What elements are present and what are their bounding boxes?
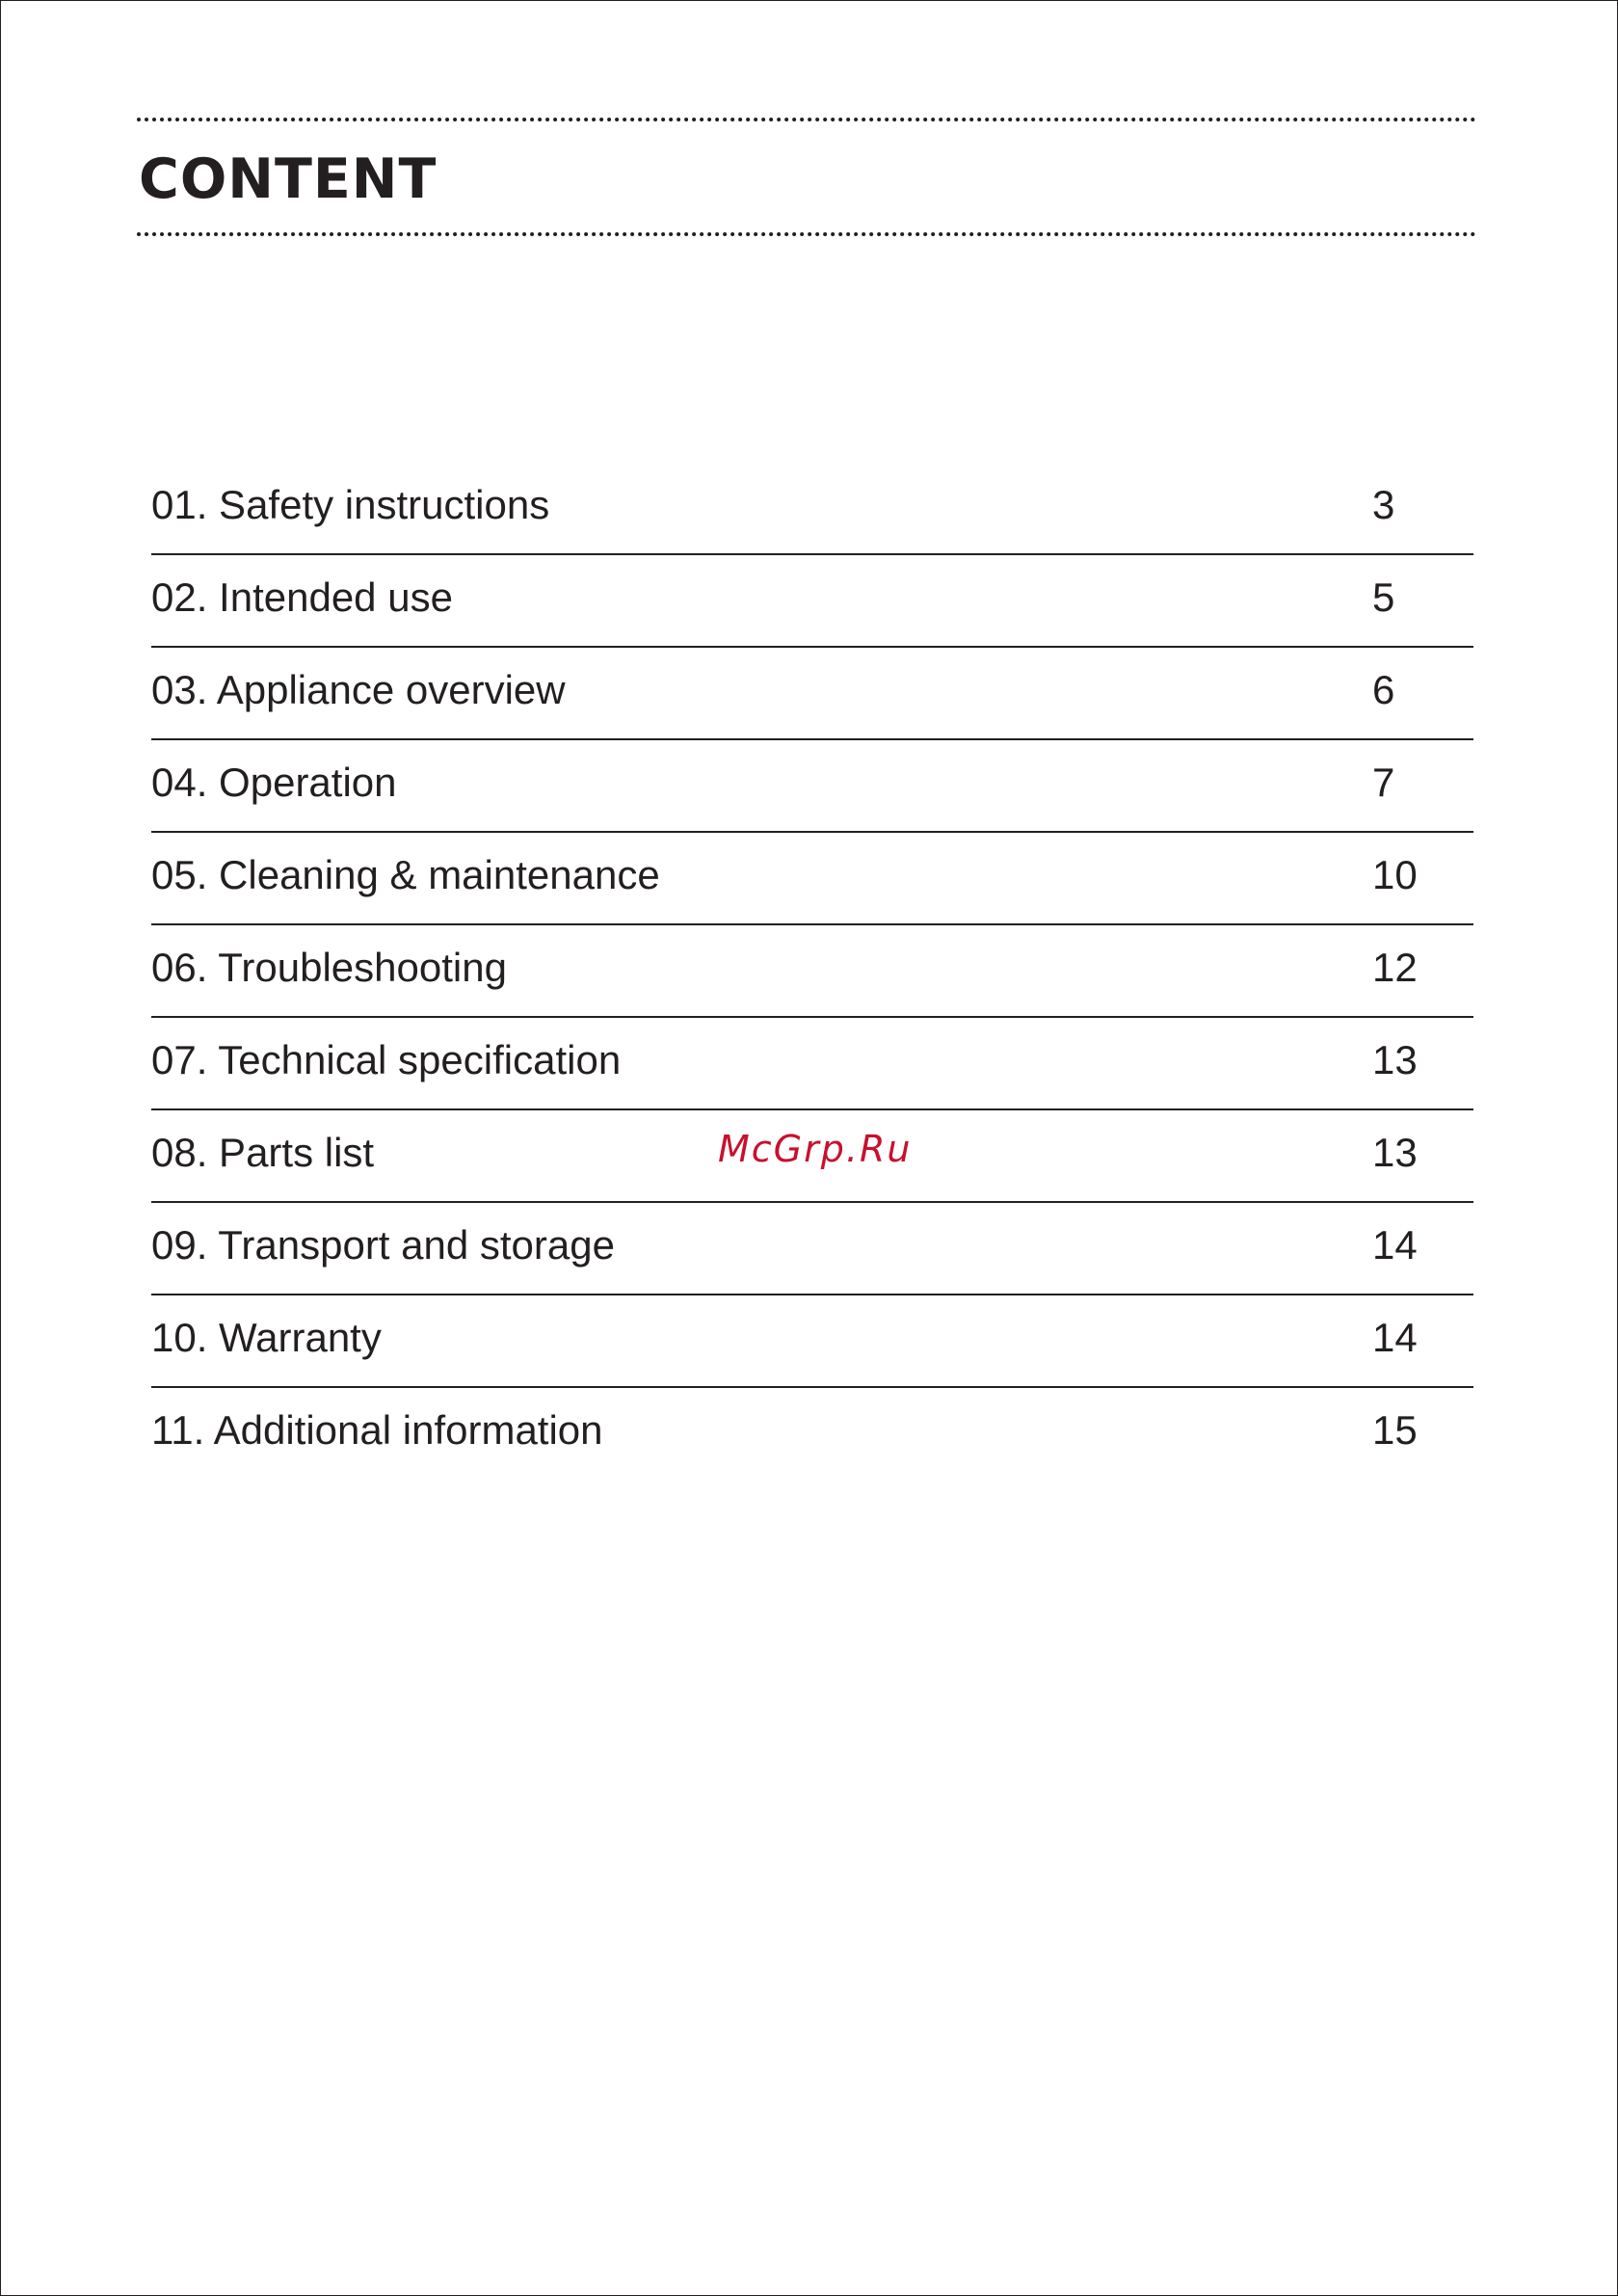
toc-entry-label: 09. Transport and storage — [151, 1222, 615, 1268]
toc-entry-label: 02. Intended use — [151, 574, 453, 620]
toc-entry-safety-instructions[interactable] — [151, 463, 1473, 555]
toc-entry-label: 04. Operation — [151, 760, 397, 805]
toc-entry-label: 06. Troubleshooting — [151, 945, 507, 990]
toc-entry-label: 01. Safety instructions — [151, 482, 550, 527]
toc-entry-page-number: 15 — [1372, 1407, 1418, 1453]
title-bottom-dotted-rule — [137, 232, 1476, 236]
toc-entry-additional-information[interactable] — [151, 1388, 1473, 1481]
toc-entry-page-number: 12 — [1372, 945, 1418, 990]
toc-entry-label: 11. Additional information — [151, 1407, 603, 1453]
toc-entry-operation[interactable] — [151, 740, 1473, 833]
toc-entry-cleaning-maintenance[interactable] — [151, 833, 1473, 925]
toc-entry-label: 08. Parts list — [151, 1130, 375, 1175]
toc-entry-transport-storage[interactable] — [151, 1203, 1473, 1295]
title-top-dotted-rule — [137, 118, 1476, 121]
toc-entry-troubleshooting[interactable] — [151, 925, 1473, 1018]
toc-entry-page-number: 13 — [1372, 1037, 1418, 1082]
toc-entry-page-number: 10 — [1372, 852, 1418, 897]
toc-entry-label: 03. Appliance overview — [151, 667, 566, 712]
toc-entry-page-number: 14 — [1372, 1315, 1418, 1360]
toc-entry-page-number: 5 — [1372, 574, 1395, 620]
toc-entry-warranty[interactable] — [151, 1295, 1473, 1388]
table-of-contents — [151, 463, 1473, 1481]
toc-entry-technical-specification[interactable] — [151, 1018, 1473, 1110]
toc-entry-label: 10. Warranty — [151, 1315, 382, 1360]
toc-entry-appliance-overview[interactable] — [151, 648, 1473, 740]
toc-entry-page-number: 6 — [1372, 667, 1395, 712]
toc-entry-page-number: 13 — [1372, 1130, 1418, 1175]
toc-entry-page-number: 14 — [1372, 1222, 1418, 1268]
toc-entry-page-number: 3 — [1372, 482, 1395, 527]
page-title: CONTENT — [139, 147, 438, 211]
toc-entry-label: 07. Technical specification — [151, 1037, 622, 1082]
watermark: McGrp.Ru — [718, 1128, 913, 1170]
toc-entry-label: 05. Cleaning & maintenance — [151, 852, 660, 897]
toc-entry-intended-use[interactable] — [151, 555, 1473, 648]
toc-entry-page-number: 7 — [1372, 760, 1395, 805]
